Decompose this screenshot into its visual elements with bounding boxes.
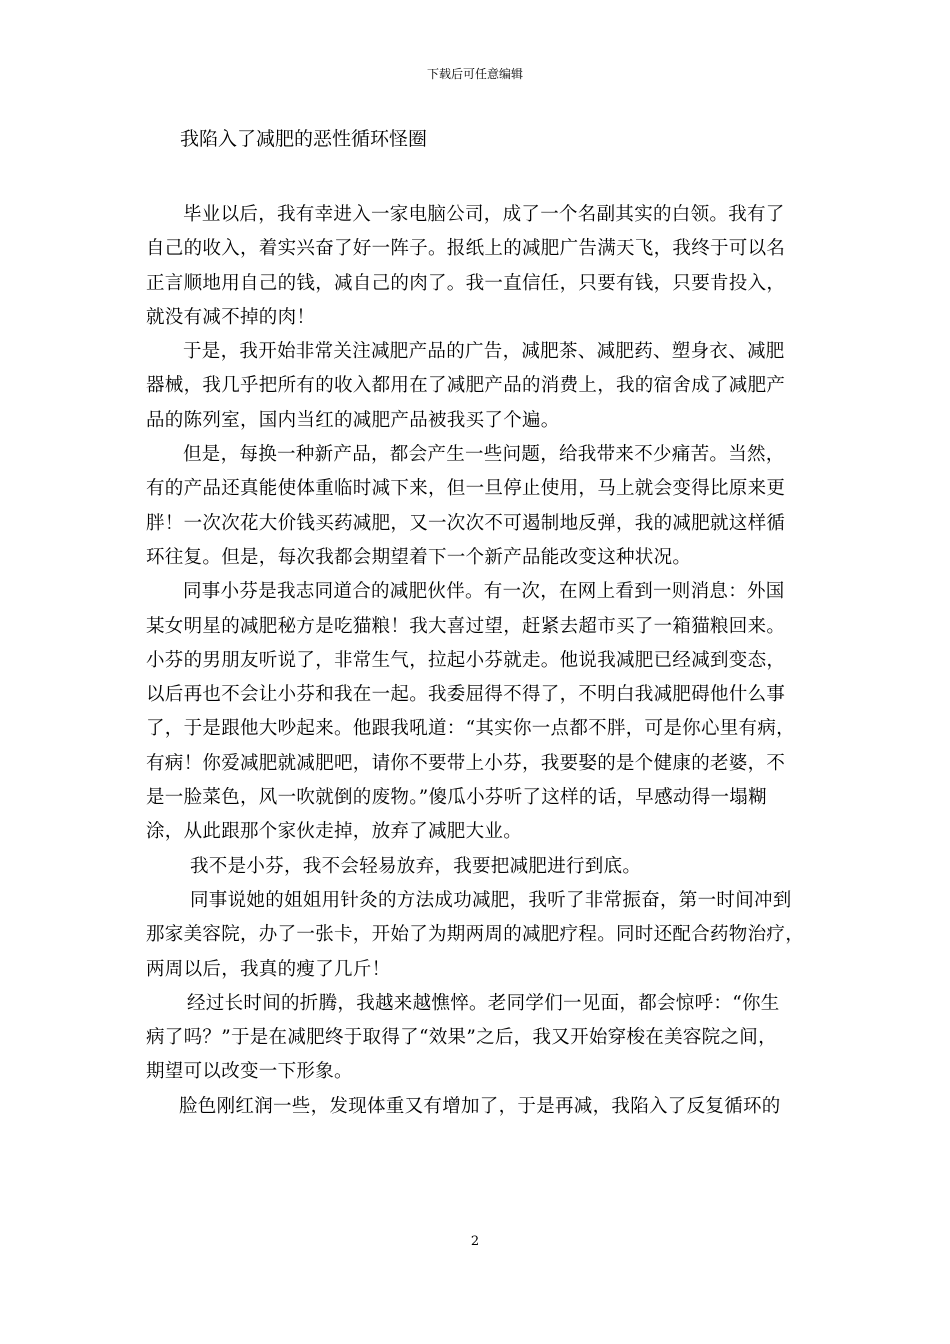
text-line: 胖！一次次花大价钱买药减肥，又一次次不可遏制地反弹，我的减肥就这样循 [146, 512, 786, 534]
text-line: 毕业以后，我有幸进入一家电脑公司，成了一个名副其实的白领。我有了 [183, 204, 785, 225]
text-line: 期望可以改变一下形象。 [146, 1061, 353, 1083]
paragraph-6 [146, 884, 812, 987]
text-line: 了，于是跟他大吵起来。他跟我吼道：“其实你一点都不胖，可是你心里有病， [146, 718, 795, 740]
paragraph-1 [146, 198, 812, 335]
text-line: 是一脸菜色，风一吹就倒的废物。”傻瓜小芬听了这样的话，早感动得一塌糊 [146, 787, 767, 809]
article-title: 我陷入了减肥的恶性循环怪圈 [180, 128, 428, 150]
text-line: 我不是小芬，我不会轻易放弃，我要把减肥进行到底。 [190, 855, 642, 877]
text-line: 病了吗？”于是在减肥终于取得了“效果”之后，我又开始穿梭在美容院之间， [146, 1027, 777, 1049]
text-line: 器械，我几乎把所有的收入都用在了减肥产品的消费上，我的宿舍成了减肥产 [146, 375, 786, 397]
text-line: 正言顺地用自己的钱，减自己的肉了。我一直信任，只要有钱，只要肯投入， [146, 272, 786, 294]
paragraph-4 [146, 575, 812, 849]
text-line: 同事小芬是我志同道合的减肥伙伴。有一次，在网上看到一则消息：外国 [183, 581, 785, 603]
text-line: 品的陈列室，国内当红的减肥产品被我买了个遍。 [146, 409, 560, 431]
page-number: 2 [470, 1234, 480, 1249]
text-line: 有病！你爱减肥就减肥吧，请你不要带上小芬，我要娶的是个健康的老婆，不 [146, 752, 786, 774]
article-body [146, 198, 812, 1124]
text-line: 环往复。但是，每次我都会期望着下一个新产品能改变这种状况。 [146, 546, 692, 568]
paragraph-5 [146, 850, 812, 884]
text-line: 以后再也不会让小芬和我在一起。我委屈得不得了，不明白我减肥碍他什么事 [146, 684, 786, 706]
text-line: 同事说她的姐姐用针灸的方法成功减肥，我听了非常振奋，第一时间冲到 [190, 889, 792, 911]
text-line: 那家美容院，办了一张卡，开始了为期两周的减肥疗程。同时还配合药物治疗， [146, 924, 805, 946]
text-line: 涂，从此跟那个家伙走掉，放弃了减肥大业。 [146, 821, 523, 843]
text-line: 于是，我开始非常关注减肥产品的广告，减肥茶、减肥药、塑身衣、减肥 [183, 341, 785, 363]
paragraph-7 [146, 987, 812, 1090]
text-line: 两周以后，我真的瘦了几斤！ [146, 958, 391, 980]
text-line: 小芬的男朋友听说了，非常生气，拉起小芬就走。他说我减肥已经减到变态， [146, 649, 786, 671]
text-line: 某女明星的减肥秘方是吃猫粮！我大喜过望，赶紧去超市买了一箱猫粮回来。 [146, 615, 786, 637]
text-line: 有的产品还真能使体重临时减下来，但一旦停止使用，马上就会变得比原来更 [146, 478, 786, 500]
text-line: 自己的收入，着实兴奋了好一阵子。报纸上的减肥广告满天飞，我终于可以名 [146, 238, 786, 260]
paragraph-2 [146, 335, 812, 438]
paragraph-3 [146, 438, 812, 575]
text-line: 脸色刚红润一些，发现体重又有增加了，于是再减，我陷入了反复循环的 [179, 1095, 781, 1117]
header-note: 下载后可任意编辑 [426, 67, 523, 81]
text-line: 但是，每换一种新产品，都会产生一些问题，给我带来不少痛苦。当然， [183, 444, 785, 466]
paragraph-8 [146, 1090, 812, 1124]
text-line: 经过长时间的折腾，我越来越憔悴。老同学们一见面，都会惊呼：“你生 [187, 992, 780, 1014]
text-line: 就没有减不掉的肉！ [146, 306, 316, 328]
